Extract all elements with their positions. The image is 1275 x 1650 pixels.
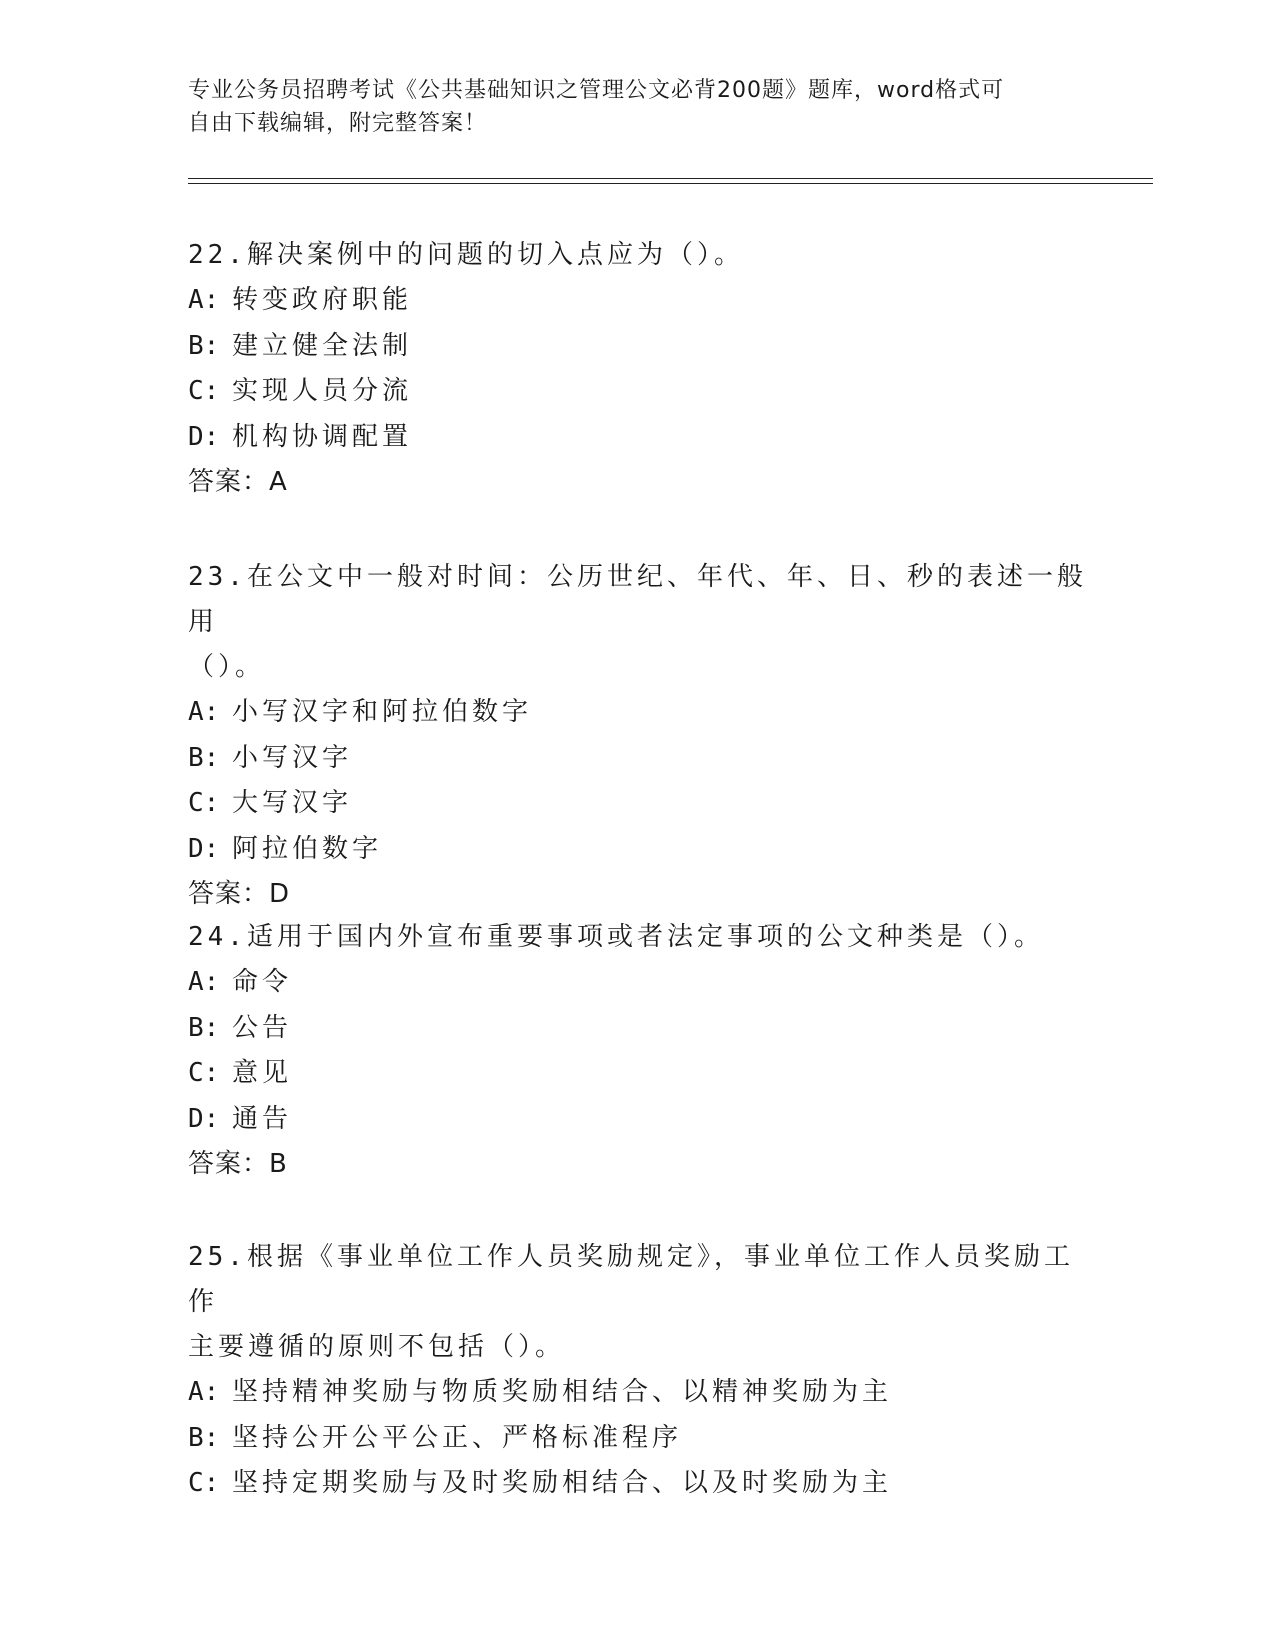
document-header [188,74,1088,140]
option-text: 公告 [232,1012,293,1043]
option-c [188,1461,1088,1507]
option-b [188,736,1088,782]
option-letter: C: [188,1058,220,1088]
option-text: 大写汉字 [232,788,353,818]
option-letter: B: [188,1012,220,1043]
option-a [188,960,1088,1006]
option-text: 转变政府职能 [232,285,413,315]
option-c [188,781,1088,827]
option-letter: C: [188,376,220,406]
header-divider-bottom [188,183,1153,184]
option-letter: D: [188,421,220,452]
option-letter: A: [188,697,220,727]
option-b [188,1006,1088,1052]
answer: 答案：D [188,879,291,909]
option-b [188,1416,1088,1462]
option-d [188,827,1088,873]
question-stem: 24.适用于国内外宣布重要事项或者法定事项的公文种类是（）。 [188,922,1044,952]
option-letter: A: [188,1377,220,1407]
option-letter: B: [188,742,220,773]
question-23 [188,555,1088,918]
question-stem: 25.根据《事业单位工作人员奖励规定》，事业单位工作人员奖励工作 [188,1242,1074,1317]
option-c [188,369,1088,415]
option-d [188,415,1088,461]
option-b [188,324,1088,370]
option-letter: C: [188,788,220,818]
answer: 答案：B [188,1149,288,1179]
question-24 [188,915,1088,1188]
question-stem-continued: （）。 [188,652,266,682]
answer: 答案：A [188,467,288,497]
option-text: 实现人员分流 [232,376,413,406]
option-letter: A: [188,285,220,315]
option-text: 意见 [232,1058,293,1088]
option-text: 阿拉伯数字 [232,833,383,864]
header-divider-top [188,178,1153,179]
header-line-1: 专业公务员招聘考试《公共基础知识之管理公文必背200题》题库，word格式可 [188,78,1005,103]
option-letter: B: [188,330,220,361]
option-letter: A: [188,967,220,997]
option-text: 命令 [232,967,293,997]
option-text: 坚持公开公平公正、严格标准程序 [232,1422,683,1453]
option-text: 坚持定期奖励与及时奖励相结合、以及时奖励为主 [232,1468,893,1498]
question-25 [188,1235,1088,1507]
header-line-2: 自由下载编辑，附完整答案！ [188,111,488,136]
option-a [188,690,1088,736]
question-stem-continued: 主要遵循的原则不包括（）。 [188,1332,566,1362]
option-a [188,1370,1088,1416]
question-stem: 22.解决案例中的问题的切入点应为（）。 [188,240,744,270]
option-a [188,278,1088,324]
option-d [188,1097,1088,1143]
option-text: 建立健全法制 [232,330,413,361]
option-letter: B: [188,1422,220,1453]
option-text: 小写汉字和阿拉伯数字 [232,697,533,727]
option-text: 通告 [232,1103,293,1134]
option-letter: D: [188,833,220,864]
option-letter: C: [188,1468,220,1498]
option-text: 坚持精神奖励与物质奖励相结合、以精神奖励为主 [232,1377,893,1407]
question-stem: 23.在公文中一般对时间：公历世纪、年代、年、日、秒的表述一般用 [188,562,1087,637]
question-22 [188,233,1088,506]
option-letter: D: [188,1103,220,1134]
option-c [188,1051,1088,1097]
option-text: 小写汉字 [232,742,353,773]
option-text: 机构协调配置 [232,421,413,452]
